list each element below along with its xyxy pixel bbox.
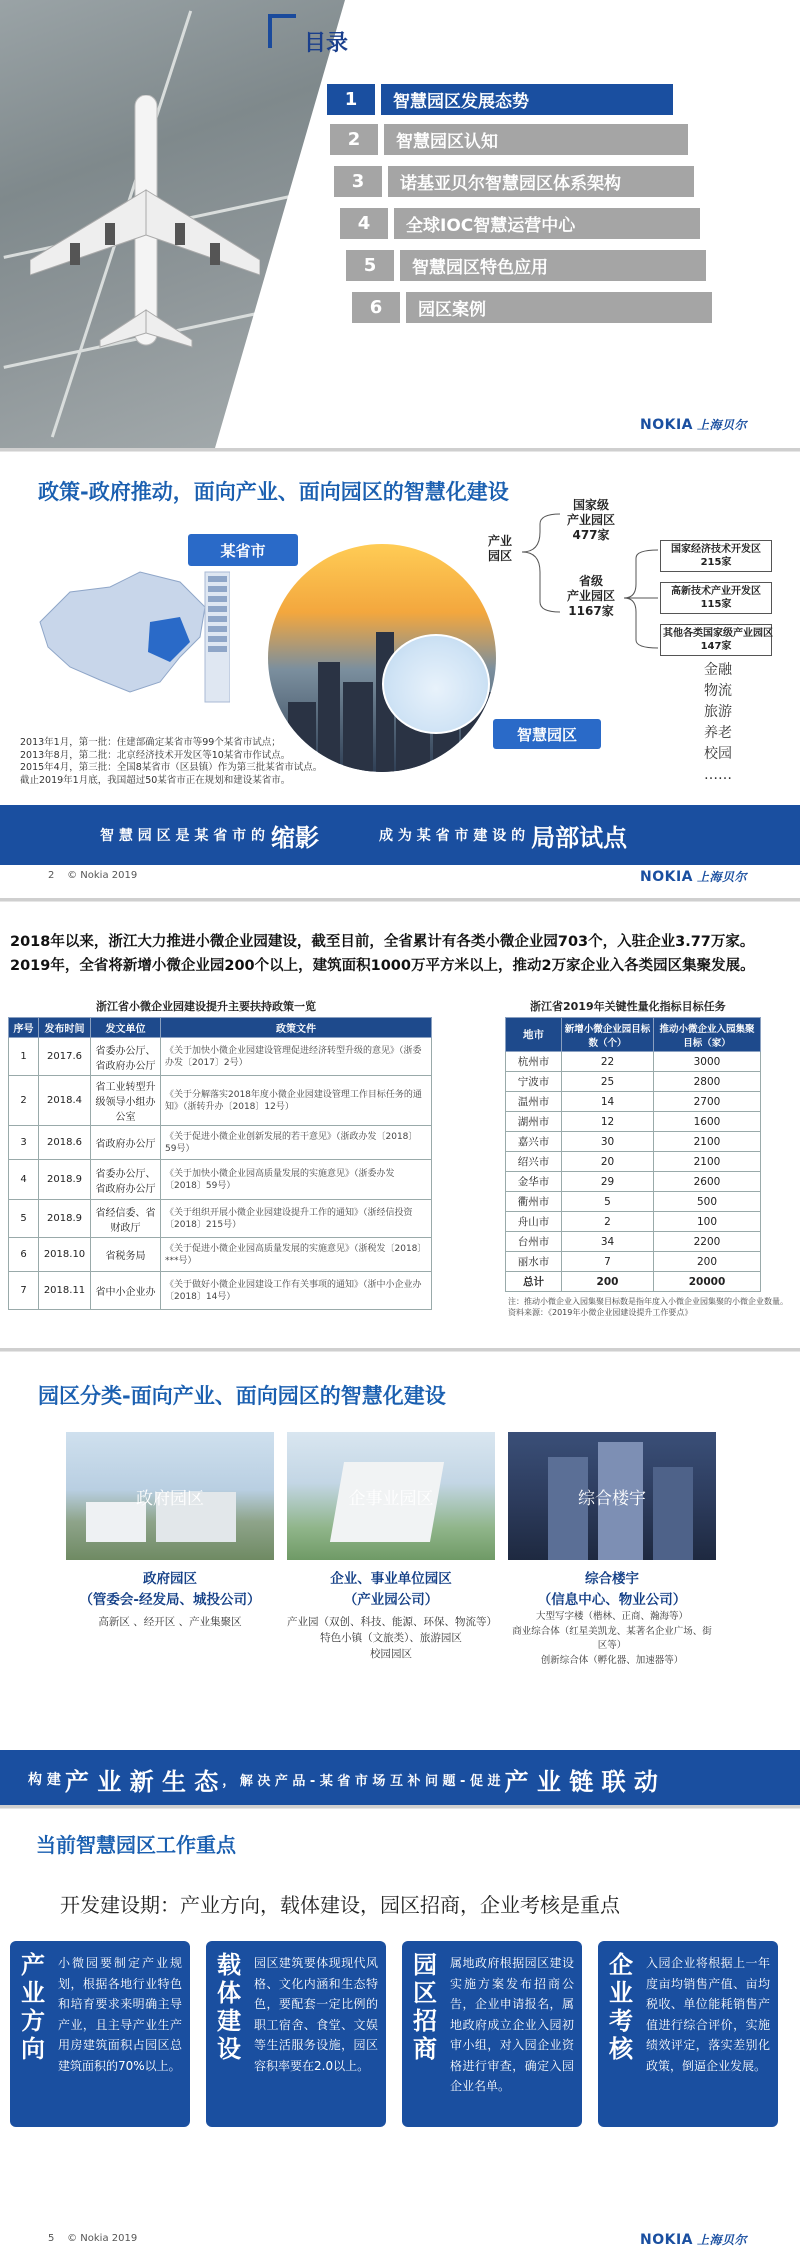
- table-row: 5 2018.9 省经信委、省财政厅 《关于组织开展小微企业园建设提升工作的通知》（浙经信投资〔2018〕215号）: [9, 1200, 432, 1238]
- toc-number: 6: [352, 292, 400, 323]
- toc-label: 诺基亚贝尔智慧园区体系架构: [388, 166, 694, 197]
- government-park-photo: [66, 1432, 274, 1560]
- industry-park-label: 产业 园区: [487, 534, 512, 563]
- commercial-building-photo: [508, 1432, 716, 1560]
- table-row: 宁波市 25 2800: [506, 1072, 761, 1092]
- toc-item-3[interactable]: [334, 166, 694, 197]
- chevron-right-icon: [582, 2023, 596, 2051]
- chevron-right-icon: [386, 2023, 400, 2051]
- photo-overlay-label: 政府园区: [136, 1489, 204, 1509]
- column-heading: 载体建设: [217, 1951, 243, 2063]
- slide-title: 当前智慧园区工作重点: [36, 1833, 236, 1857]
- national-park-count: 国家级 产业园区 477家: [566, 498, 615, 542]
- nokia-logo: NOKIA 上海贝尔: [640, 869, 748, 885]
- focus-column-investment: [402, 1941, 582, 2127]
- column-heading: 产业方向: [21, 1951, 47, 2063]
- table-row: 7 2018.11 省中小企业办 《关于做好小微企业园建设工作有关事项的通知》（浙中小企业办〔2018〕14号）: [9, 1272, 432, 1310]
- column-heading: 园区招商: [413, 1951, 439, 2063]
- slide-policy: [0, 452, 800, 898]
- toc-number: 2: [330, 124, 378, 155]
- column-text: 入园企业将根据上一年度亩均销售产值、亩均税收、单位能耗销售产值进行综合评价，实施绩效评定，落实差别化政策，倒逼企业发展。: [646, 1956, 770, 2073]
- table-total-row: 总计 200 20000: [506, 1272, 761, 1292]
- toc-item-5[interactable]: [346, 250, 706, 281]
- sub-park-box: 高新技术产业开发区 115家: [660, 582, 772, 614]
- toc-item-1[interactable]: [327, 84, 673, 115]
- toc-label: 全球IOC智慧运营中心: [394, 208, 700, 239]
- toc-label: 智慧园区认知: [384, 124, 688, 155]
- card-description: 高新区 、经开区 、产业集聚区: [98, 1616, 242, 1628]
- focus-column-industry: [10, 1941, 190, 2127]
- title-bracket: [268, 14, 296, 48]
- slogan-banner: 智 慧 园 区 是 某 省 市 的 缩影 成 为 某 省 市 建 设 的 局部试点: [0, 805, 800, 865]
- card-title: 综合楼宇 （信息中心、物业公司）: [537, 1571, 687, 1608]
- table-row: 4 2018.9 省委办公厅、省政府办公厅 《关于加快小微企业园高质量发展的实施意见》（浙委办发〔2018〕59号）: [9, 1160, 432, 1200]
- table-row: 绍兴市 20 2100: [506, 1152, 761, 1172]
- slide-title: 园区分类-面向产业、面向园区的智慧化建设: [38, 1384, 446, 1408]
- card-description: 产业园（双创、科技、能源、环保、物流等） 特色小镇（文旅类）、旅游园区 校园园区: [287, 1616, 497, 1660]
- page-footer: 5 © Nokia 2019: [48, 2233, 138, 2244]
- page-footer: 2 © Nokia 2019: [48, 870, 138, 881]
- slide-zhejiang-policy: [0, 902, 800, 1348]
- pilot-notes: 2013年1月，第一批：住建部确定某省市等99个某省市试点； 2013年8月，第二批：北京经济技术开发区等10某省市作试点。 2015年4月，第三批：全国8某省市（区县镇）作为第三批某省市试点。 截止2019年1月底，我国超过50某省市正在规划和建设某省市。: [20, 737, 323, 786]
- table-row: 台州市 34 2200: [506, 1232, 761, 1252]
- chevron-right-icon: [190, 2023, 204, 2051]
- brace-lines: [622, 540, 662, 660]
- column-text: 小微园要制定产业规划，根据各地行业特色和培育要求来明确主导产业，且主导产业生产用房建筑面积占园区总建筑面积的70%以上。: [58, 1956, 182, 2073]
- table-row: 温州市 14 2700: [506, 1092, 761, 1112]
- provincial-park-count: 省级 产业园区 1167家: [566, 574, 615, 618]
- table-row: 嘉兴市 30 2100: [506, 1132, 761, 1152]
- toc-label: 智慧园区发展态势: [381, 84, 673, 115]
- table-row: 衢州市 5 500: [506, 1192, 761, 1212]
- column-text: 属地政府根据园区建设实施方案发布招商公告，企业申请报名，属地政府成立企业入园初审小组，对入园企业资格进行审查，确定入园企业名单。: [450, 1956, 574, 2093]
- table-row: 杭州市 22 3000: [506, 1052, 761, 1072]
- toc-item-6[interactable]: [352, 292, 712, 323]
- table-row: 3 2018.6 省政府办公厅 《关于促进小微企业创新发展的若干意见》（浙政办发〔2018〕59号）: [9, 1126, 432, 1160]
- toc-number: 3: [334, 166, 382, 197]
- photo-overlay-label: 综合楼宇: [578, 1489, 646, 1509]
- table-row: 金华市 29 2600: [506, 1172, 761, 1192]
- table-row: 1 2017.6 省委办公厅、省政府办公厅 《关于加快小微企业园建设管理促进经济转型升级的意见》（浙委办发〔2017〕2号）: [9, 1038, 432, 1076]
- toc-number: 1: [327, 84, 375, 115]
- column-text: 园区建筑要体现现代风格、文化内涵和生态特色，要配套一定比例的职工宿舍、食堂、文娱等生活服务设施，园区容积率要在2.0以上。: [254, 1956, 378, 2073]
- china-map-icon: [30, 562, 230, 712]
- card-description: 大型写字楼（楷林、正商、瀚海等） 商业综合体（红星美凯龙、某著名企业广场、街区等） 创新综合体（孵化器、加速器等）: [512, 1611, 712, 1666]
- slide-table-of-contents: [0, 0, 800, 448]
- focus-column-carrier: [206, 1941, 386, 2127]
- nokia-logo: NOKIA 上海贝尔: [640, 417, 748, 433]
- toc-label: 园区案例: [406, 292, 712, 323]
- city-tag: 某省市: [188, 534, 298, 566]
- enterprise-park-photo: [287, 1432, 495, 1560]
- nokia-logo: NOKIA 上海贝尔: [640, 2232, 748, 2248]
- slide-work-focus: [0, 1809, 800, 2259]
- policy-table-caption: 浙江省小微企业园建设提升主要扶持政策一览: [96, 1000, 316, 1013]
- toc-item-4[interactable]: [340, 208, 700, 239]
- sub-park-box: 其他各类国家级产业园区 147家: [660, 624, 772, 656]
- slide-subtitle: 开发建设期：产业方向，载体建设，园区招商，企业考核是重点: [60, 1893, 620, 1917]
- target-table: 地市 新增小微企业园目标数（个） 推动小微企业入园集聚目标（家） 杭州市 22 3000 宁波市 25 2800 温州市 14 2700 湖州市 12 1600 嘉兴市 30 2100 绍兴市 20 2100 金华市 29 2600 衢州市 5 500 舟山市 2 100 台州市 34 2200 丽水市 7 200 总计 200 20000: [505, 1017, 761, 1292]
- toc-title: 目录: [304, 31, 349, 56]
- table-row: 湖州市 12 1600: [506, 1112, 761, 1132]
- toc-label: 智慧园区特色应用: [400, 250, 706, 281]
- intro-paragraph: 2018年以来，浙江大力推进小微企业园建设，截至目前，全省累计有各类小微企业园703个，入驻企业3.77万家。2019年，全省将新增小微企业园200个以上，建筑面积1000万平方米以上，推动2万家企业入各类园区集聚发展。: [10, 934, 755, 974]
- table-row: 6 2018.10 省税务局 《关于促进小微企业园高质量发展的实施意见》（浙税发〔2018〕***号）: [9, 1238, 432, 1272]
- slide-title: 政策-政府推动，面向产业、面向园区的智慧化建设: [38, 480, 509, 504]
- table-row: 丽水市 7 200: [506, 1252, 761, 1272]
- toc-number: 5: [346, 250, 394, 281]
- target-table-caption: 浙江省2019年关键性量化指标目标任务: [530, 1000, 726, 1013]
- park-tag: 智慧园区: [493, 719, 601, 749]
- photo-overlay-label: 企事业园区: [348, 1489, 434, 1509]
- focus-column-assessment: [598, 1941, 778, 2127]
- application-list: 金融 物流 旅游 养老 校园 ……: [704, 662, 732, 783]
- toc-item-2[interactable]: [330, 124, 688, 155]
- column-heading: 企业考核: [609, 1951, 635, 2063]
- slogan-banner: 构 建 产 业 新 生 态 ， 解 决 产 品 - 某 省 市 场 互 补 问 题 - 促 进 产 业 链 联 动: [0, 1750, 800, 1805]
- card-title: 企业、事业单位园区 （产业园公司）: [330, 1571, 452, 1608]
- card-title: 政府园区 （管委会-经发局、城投公司）: [79, 1571, 261, 1608]
- toc-number: 4: [340, 208, 388, 239]
- slide-park-categories: [0, 1352, 800, 1805]
- sub-park-box: 国家经济技术开发区 215家: [660, 540, 772, 572]
- table-row: 舟山市 2 100: [506, 1212, 761, 1232]
- table-row: 2 2018.4 省工业转型升级领导小组办公室 《关于分解落实2018年度小微企业园建设管理工作目标任务的通知》（浙转升办〔2018〕12号）: [9, 1076, 432, 1126]
- policy-table: 序号 发布时间 发文单位 政策文件 1 2017.6 省委办公厅、省政府办公厅 《关于加快小微企业园建设管理促进经济转型升级的意见》（浙委办发〔2017〕2号） 2 2018.4 省工业转型升级领导小组办公室 《关于分解落实2018年度小微企业园建设管理工作目标任务的通知》（浙转升办〔2018〕12号） 3 2018.6 省政府办公厅 《关于促进小微企业创新发展的若干意见》（浙政办发〔2018〕59号） 4 2018.9 省委办公厅、省政府办公厅 《关于加快小微企业园高质量发展的实施意见》（浙委办发〔2018〕59号） 5 2018.9 省经信委、省财政厅 《关于组织开展小微企业园建设提升工作的通知》（浙经信投资〔2018〕215号） 6 2018.10 省税务局 《关于促进小微企业园高质量发展的实施意见》（浙税发〔2018〕***号） 7 2018.11 省中小企业办 《关于做好小微企业园建设工作有关事项的通知》（浙中小企业办〔2018〕14号）: [8, 1017, 432, 1310]
- park-model-icon: [382, 634, 490, 734]
- table-note: 注：推动小微企业入园集聚目标数是指年度入小微企业园集聚的小微企业数量。 资料来源：《2019年小微企业园建设提升工作要点》: [508, 1297, 788, 1317]
